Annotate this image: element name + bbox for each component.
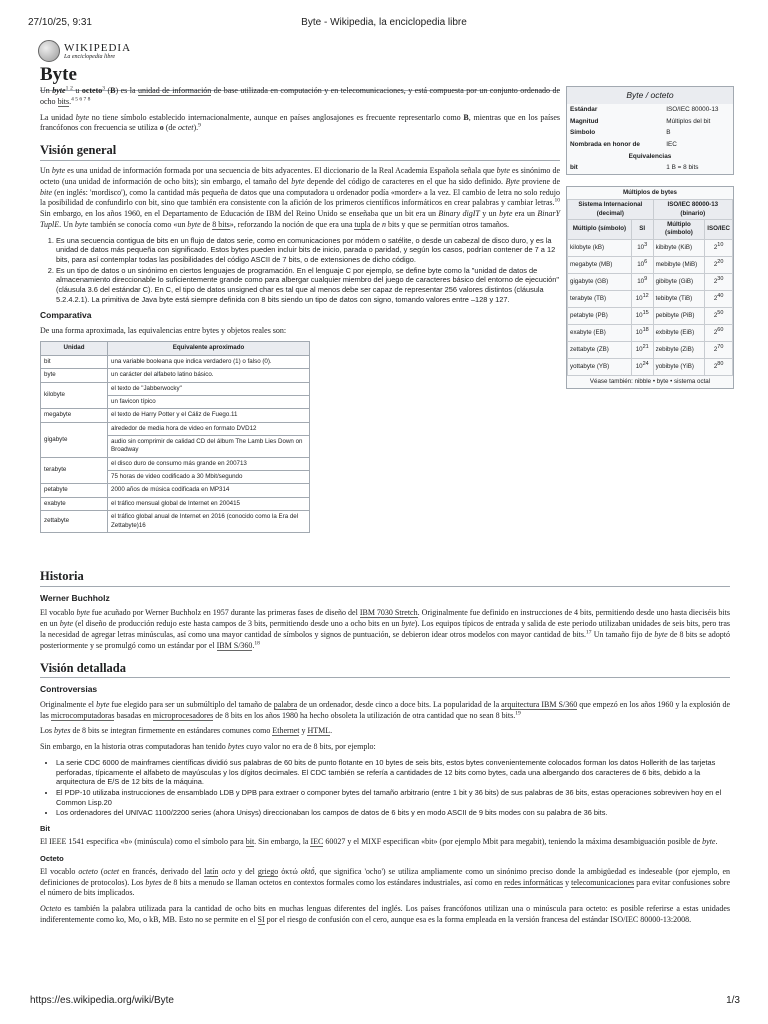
iec-power: $2^{60}$ (705, 324, 733, 341)
si-power: $10^3$ (631, 239, 653, 256)
infobox-value: ISO/IEC 80000-13 (666, 105, 719, 113)
decimal-multiple[interactable]: zettabyte (ZB) (568, 341, 632, 358)
decimal-multiple[interactable]: yottabyte (YB) (568, 358, 632, 375)
unit-cell: petabyte (41, 484, 108, 497)
octeto-paragraph-1: El vocablo octeto (octet en francés, derivado del latín octo y del griego ὀκτώ oktṓ, que significa 'ocho') se utiliza ampliamente como un sinónimo preciso donde la ambigüedad es indeseable (por ejemplo, en definiciones de protocolos). Los bytes de 8 bits a menudo se llaman octetos en contextos formales como los estándares industriales, así como en redes informáticas y telecomunicaciones para evitar confusiones sobre el número de bits implicados. (40, 866, 731, 898)
infobox-equiv-value: 1 B = 8 bits (666, 164, 699, 172)
list-item: • Los ordenadores del UNIVAC 1100/2200 series (ahora Unisys) direccionaban los campos de datos de 6 bits y en modo ASCII de 9 bits modes con su palabra de 36 bits. (56, 808, 730, 818)
print-datetime: 27/10/25, 9:31 (28, 17, 92, 28)
iec-power: $2^{40}$ (705, 290, 733, 307)
decimal-multiple[interactable]: exabyte (EB) (568, 324, 632, 341)
binary-multiple[interactable]: mebibyte (MiB) (653, 256, 705, 273)
article-lead (40, 86, 560, 539)
header-si: Sistema Internacional (decimal) (568, 200, 654, 220)
unit-cell: byte (41, 369, 108, 382)
header-iec-col: ISO/IEC (705, 220, 733, 240)
multiples-row (568, 341, 733, 358)
equivalent-cell: un favicon típico (108, 395, 310, 408)
controversias-paragraph-1: Originalmente el byte fue elegido para ser un submúltiplo del tamaño de palabra de un ordenador, desde cinco a doce bits. La popularidad de la arquitectura IBM S/360 que empezó en los años 1960 y la explosión de las microcomputadoras basadas en microprocesadores de 8 bits en los años 1980 ha hecho obsoleta la utilización de otra cantidad que no sean 8 bits.$^{19}$ (40, 699, 731, 720)
equivalent-cell: el texto de "Jabberwocky" (108, 382, 310, 395)
table-row (41, 422, 310, 435)
table-row (41, 511, 310, 533)
print-page-number: 1/3 (726, 995, 740, 1006)
unit-cell: gigabyte (41, 422, 108, 457)
header-multiple-binary: Múltiplo (símbolo) (653, 220, 705, 240)
table-row (41, 484, 310, 497)
infobox-value: Múltiplos del bit (666, 117, 711, 125)
list-item: 1. Es una secuencia contigua de bits en un flujo de datos serie, como en comunicaciones por módem o satélite, o desde un cabezal de disco duro, y es la unidad de datos más pequeña con significado. Estos bytes pueden incluir bits de inicio, parada o paridad, y según los casos, podrían contener de 7 a 12 bits, para así contemplar todas las posibilidades del código ASCII de 7 bits, o de extensiones de dicho código. (56, 236, 560, 265)
equivalent-cell: 75 horas de video codificado a 30 Mbit/segundo (108, 471, 310, 484)
binary-multiple[interactable]: yobibyte (YiB) (653, 358, 705, 375)
multiples-row (568, 324, 733, 341)
multiples-footer: Véase también: nibble • byte • sistema octal (589, 377, 711, 385)
binary-multiple[interactable]: pebibyte (PiB) (653, 307, 705, 324)
binary-multiple[interactable]: gibibyte (GiB) (653, 273, 705, 290)
header-si-col: SI (631, 220, 653, 240)
infobox-equiv-label: Equivalencias (628, 152, 672, 160)
multiples-row (568, 358, 733, 375)
infobox-title: Byte / octeto (567, 87, 733, 104)
iec-power: $2^{30}$ (705, 273, 733, 290)
table-row (41, 497, 310, 510)
table-row (41, 369, 310, 382)
historia-paragraph: El vocablo byte fue acuñado por Werner Buchholz en 1957 durante las primeras fases de diseño del IBM 7030 Stretch. Originalmente fue definido en instrucciones de 4 bits, permitiendo desde uno hasta dieciséis bits en un byte (el diseño de producción redujo este hasta campos de 3 bits, permitiendo desde uno a ocho bits en un byte). Los equipos típicos de entrada y salida de este periodo utilizaban unidades de seis bits, pero tras la necesidad de agregar letras minúsculas, así como una mayor cantidad de símbolos y signos de puntuación, se debieron idear otros modelos con mayor cantidad de bits.$^{17}$ Un tamaño fijo de byte de 8 bits se adoptó posteriormente y se promulgó como un estándar por el IBM S/360.18 (40, 608, 731, 650)
infobox-key: Magnitud (570, 117, 599, 125)
decimal-multiple[interactable]: gigabyte (GB) (568, 273, 632, 290)
comparativa-intro: De una forma aproximada, las equivalencias entre bytes y objetos reales son: (40, 325, 287, 335)
col-header-unit: Unidad (41, 342, 108, 355)
si-power: $10^{21}$ (631, 341, 653, 358)
controversias-paragraph-3: Sin embargo, en la historia otras computadoras han tenido bytes cuyo valor no era de 8 bits, por ejemplo: (40, 742, 376, 752)
infobox-key: Estándar (570, 105, 598, 113)
print-url[interactable]: https://es.wikipedia.org/wiki/Byte (30, 995, 174, 1006)
multiples-row (568, 256, 733, 273)
heading-vision-general: Visión general (40, 142, 560, 161)
si-power: $10^{15}$ (631, 307, 653, 324)
article-body (40, 560, 730, 931)
infobox-value: B (666, 129, 671, 137)
vision-general-paragraph: Un byte es una unidad de información formada por una secuencia de bits adyacentes. El diccionario de la Real Academia Española señala que byte es sinónimo de octeto (una unidad de información de ocho bits); sin embargo, el tamaño del byte depende del código de caracteres en el que ha sido definido. Byte proviene de bite (en inglés: 'mordisco'), como la cantidad más pequeña de datos que una computadora u ordenador podía «morder» a la vez. El cambio de letra no solo redujo la posibilidad de confundirlo con bit, sino que también era consistente con la afición de los primeros científicos informáticos en crear palabras y cambiar letras.$^{10}$ Sin embargo, en los años 1960, en el Departamento de Educación de IBM del Reino Unido se enseñaba que un bit era un Binary digIT y un byte era un BinarY TuplE. Un byte también se conocía como «un byte de 8 bits», reforzando la noción de que era una tupla de n bits y que se permitían otros tamaños. (40, 166, 561, 230)
list-item: • El PDP-10 utilizaba instrucciones de ensamblado LDB y DPB para extraer o componer bytes del tamaño arbitrario (entre 1 bit y 36 bits) de sus palabras de 36 bits, estas operaciones sobreviven hoy en el Common Lisp.20 (56, 788, 730, 807)
intro-paragraph-1: Un byte$^{1 2}$ u octeto$^3$ (B) es la unidad de información de base utilizada en computación y en telecomunicaciones, y está compuesta por un conjunto ordenado de ocho bits.$^{4 5 6 7 8}$ (40, 85, 561, 106)
infobox-equiv-key: bit (570, 164, 578, 172)
vision-general-list (40, 236, 560, 304)
infobox-key: Símbolo (570, 129, 596, 137)
si-power: $10^6$ (631, 256, 653, 273)
infobox-row (567, 139, 733, 151)
multiples-row (568, 307, 733, 324)
unit-cell: zettabyte (41, 511, 108, 533)
page-title: Byte (40, 62, 560, 91)
table-row (41, 382, 310, 395)
comparativa-table (40, 341, 310, 532)
iec-power: $2^{80}$ (705, 358, 733, 375)
infobox-row (567, 128, 733, 140)
si-power: $10^{12}$ (631, 290, 653, 307)
si-power: $10^9$ (631, 273, 653, 290)
equivalent-cell: el tráfico mensual global de Internet en 200415 (108, 497, 310, 510)
binary-multiple[interactable]: exbibyte (EiB) (653, 324, 705, 341)
logo-wordmark: WIKIPEDIA (64, 42, 132, 54)
wikipedia-globe-icon (38, 40, 60, 62)
multiples-row (568, 239, 733, 256)
unit-cell: terabyte (41, 457, 108, 484)
infobox-row (567, 104, 733, 116)
heading-werner-buchholz: Werner Buchholz (40, 592, 110, 603)
infobox-key: Nombrada en honor de (570, 140, 640, 148)
infobox-value: IEC (666, 140, 677, 148)
si-power: $10^{24}$ (631, 358, 653, 375)
binary-multiple[interactable]: tebibyte (TiB) (653, 290, 705, 307)
header-multiple-decimal: Múltiplo (símbolo) (568, 220, 632, 240)
equivalent-cell: audio sin comprimir de calidad CD del álbum The Lamb Lies Down on Broadway (108, 436, 310, 458)
decimal-multiple[interactable]: kilobyte (kB) (568, 239, 632, 256)
equivalent-cell: 2000 años de música codificada en MP314 (108, 484, 310, 497)
wikipedia-logo[interactable] (38, 40, 148, 64)
iec-power: $2^{20}$ (705, 256, 733, 273)
print-header (28, 16, 740, 30)
multiples-row (568, 290, 733, 307)
table-row (41, 409, 310, 422)
equivalent-cell: alrededor de media hora de video en formato DVD12 (108, 422, 310, 435)
list-item: • La serie CDC 6000 de mainframes científicas dividió sus palabras de 60 bits de punto flotante en 10 bytes de seis bits, estos bytes convenientemente colocados forman los datos Hollerith de las tarjetas perforadas, típicamente el alfabeto de mayúsculas y los dígitos decimales. El CDC también se refería a cantidades de 12 bits como bytes, cada una albergando dos caracteres de 6 bits, debido a la arquitectura de E/S de 12 bits de la máquina. (56, 758, 730, 787)
unit-cell: bit (41, 355, 108, 368)
bit-paragraph: El IEEE 1541 especifica «b» (minúscula) como el símbolo para bit. Sin embargo, la IEC 60027 y el MIXF especifican «bit» (por ejemplo Mbit para megabit), teniendo la máxima desambiguación posible de byte. (40, 836, 718, 846)
table-row (41, 355, 310, 368)
infobox-row (567, 116, 733, 128)
multiples-table (567, 199, 733, 375)
unit-cell: megabyte (41, 409, 108, 422)
table-row (41, 457, 310, 470)
iec-power: $2^{10}$ (705, 239, 733, 256)
equivalent-cell: un carácter del alfabeto latino básico. (108, 369, 310, 382)
binary-multiple[interactable]: zebibyte (ZiB) (653, 341, 705, 358)
multiples-caption: Múltiplos de bytes (623, 189, 677, 196)
header-iso: ISO/IEC 80000-13 (binario) (653, 200, 732, 220)
unit-cell: kilobyte (41, 382, 108, 409)
heading-historia: Historia (40, 568, 730, 587)
multiples-row (568, 273, 733, 290)
col-header-equivalent: Equivalente aproximado (108, 342, 310, 355)
heading-comparativa: Comparativa (40, 310, 92, 321)
binary-multiple[interactable]: kibibyte (KiB) (653, 239, 705, 256)
print-footer (30, 994, 740, 1008)
decimal-multiple[interactable]: megabyte (MB) (568, 256, 632, 273)
heading-controversias: Controversias (40, 684, 98, 695)
list-item: 2. Es un tipo de datos o un sinónimo en ciertos lenguajes de programación. En el lenguaje C por ejemplo, se define byte como la "unidad de datos de almacenamiento direccionable lo suficientemente grande como para albergar cualquier miembro del juego de caracteres básico del entorno de ejecución" (cláusula 3.6 del estándar C). En C, el tipo de datos unsigned char es tal que al menos debe ser capaz de representar 256 valores distintos (cláusula 5.2.4.2.1). La primitiva de Java byte está siempre definida con 8 bits siendo un tipo de datos con signo, tomando valores entre –128 y 127. (56, 266, 560, 305)
heading-bit: Bit (40, 823, 50, 833)
iec-power: $2^{70}$ (705, 341, 733, 358)
heading-vision-detallada: Visión detallada (40, 660, 730, 679)
octeto-paragraph-2: Octeto es también la palabra utilizada para la cantidad de ocho bits en muchas lenguas diferentes del inglés. Los países francófonos utilizan una o minúscula para octeto: es posible referirse a estas unidades indiferentemente como ko, Mo, o kB, MB. Esto no se permite en el SI por el riesgo de confusión con el cero, aunque esa es la forma empleada en la versión francesa del estándar ISO/IEC 80000-13:2008. (40, 904, 730, 925)
equivalent-cell: el disco duro de consumo más grande en 200713 (108, 457, 310, 470)
heading-octeto: Octeto (40, 853, 64, 863)
iec-power: $2^{50}$ (705, 307, 733, 324)
unit-cell: exabyte (41, 497, 108, 510)
decimal-multiple[interactable]: terabyte (TB) (568, 290, 632, 307)
infobox (566, 86, 734, 175)
controversias-list (40, 758, 730, 818)
print-page-title: Byte - Wikipedia, la enciclopedia libre (301, 17, 467, 28)
controversias-paragraph-2: Los bytes de 8 bits se integran firmemente en estándares comunes como Ethernet y HTML. (40, 726, 333, 736)
si-power: $10^{18}$ (631, 324, 653, 341)
intro-paragraph-2: La unidad byte no tiene símbolo establecido internacionalmente, aunque en países anglosajones es frecuente representarlo como B, mientras que en los países francófonos con frecuencia se utiliza o (de octet).$^9$ (40, 112, 560, 133)
equivalent-cell: el texto de Harry Potter y el Cáliz de Fuego.11 (108, 409, 310, 422)
multiples-table-box (566, 186, 734, 389)
equivalent-cell: una variable booleana que indica verdadero (1) o falso (0). (108, 355, 310, 368)
decimal-multiple[interactable]: petabyte (PB) (568, 307, 632, 324)
logo-tagline: La enciclopedia libre (64, 54, 116, 60)
equivalent-cell: el tráfico global anual de Internet en 2016 (conocido como la Era del Zettabyte)16 (108, 511, 310, 533)
